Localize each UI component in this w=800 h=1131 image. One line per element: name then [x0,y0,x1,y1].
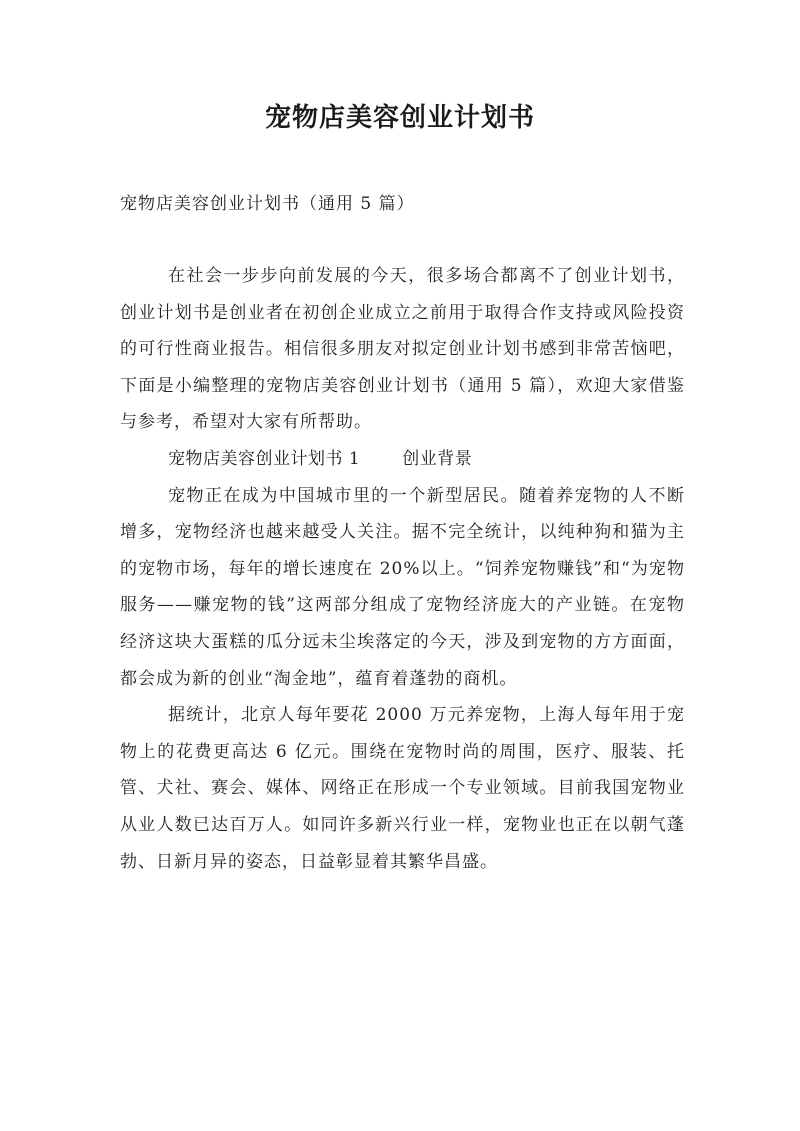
section-subheading: 创业背景 [402,448,473,469]
document-title: 宠物店美容创业计划书 [264,103,535,133]
document-body [120,258,685,880]
section-heading-title: 宠物店美容创业计划书 1 [168,448,361,469]
body-paragraph: 宠物正在成为中国城市里的一个新型居民。随着养宠物的人不断增多，宠物经济也越来越受人关注。据不完全统计，以纯种狗和猫为主的宠物市场，每年的增长速度在 20%以上。“饲养宠物赚钱”和“为宠物服务——赚宠物的钱”这两部分组成了宠物经济庞大的产业链。在宠物经济这块大蛋糕的瓜分远未尘埃落定的今天，涉及到宠物的方方面面，都会成为新的创业“淘金地”，蕴育着蓬勃的商机。 [120,485,685,689]
body-paragraph: 据统计，北京人每年要花 2000 万元养宠物，上海人每年用于宠物上的花费更高达 6 亿元。围绕在宠物时尚的周围，医疗、服装、托管、犬社、赛会、媒体、网络正在形成一个专业领域。目前我国宠物业从业人数已达百万人。如同许多新兴行业一样，宠物业也正在以朝气蓬勃、日新月异的姿态，日益彰显着其繁华昌盛。 [120,705,685,872]
section-heading [120,441,685,478]
intro-paragraph: 在社会一步步向前发展的今天，很多场合都离不了创业计划书，创业计划书是创业者在初创企业成立之前用于取得合作支持或风险投资的可行性商业报告。相信很多朋友对拟定创业计划书感到非常苦恼吧，下面是小编整理的宠物店美容创业计划书（通用 5 篇），欢迎大家借鉴与参考，希望对大家有所帮助。 [120,266,685,433]
document-subtitle: 宠物店美容创业计划书（通用 5 篇） [120,194,415,214]
